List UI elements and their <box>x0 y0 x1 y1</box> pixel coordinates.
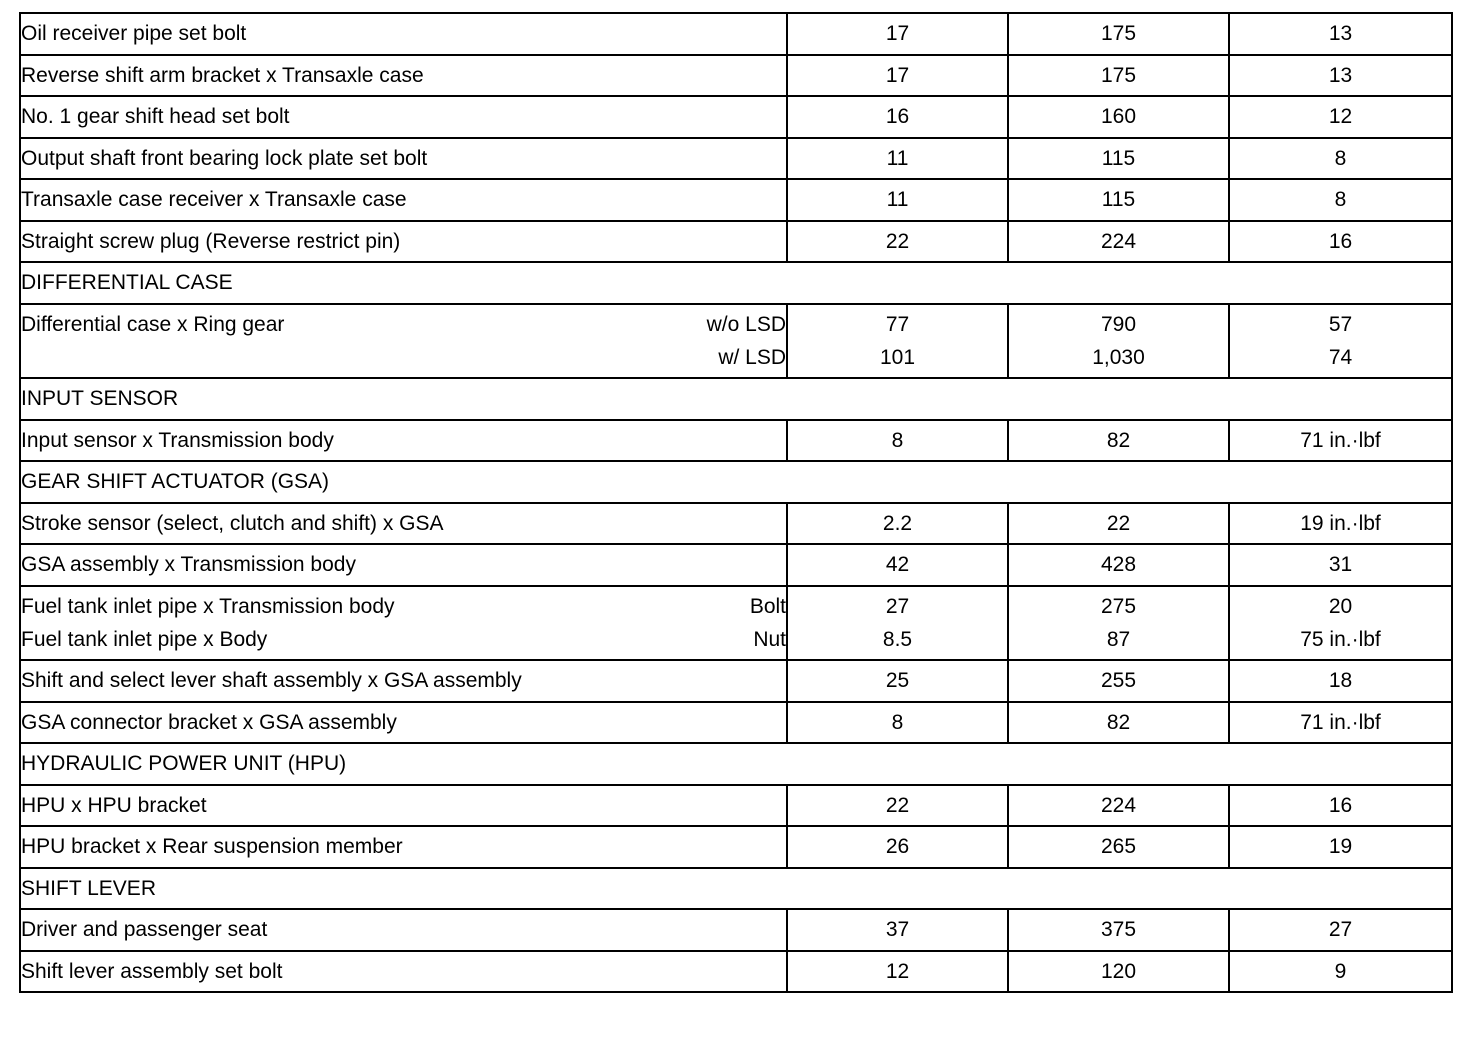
table-row-multi <box>20 304 1452 379</box>
torque-value: 1,030 <box>1092 345 1145 369</box>
section-title: SHIFT LEVER <box>20 868 1452 910</box>
torque-kgfcm-cell: 22 <box>1008 503 1229 545</box>
part-sub-line <box>21 341 786 374</box>
part-sub-line <box>21 623 786 656</box>
torque-ftlbf-cell: 13 <box>1229 55 1452 97</box>
part-name-cell: Transaxle case receiver x Transaxle case <box>20 179 787 221</box>
part-name-cell: GSA connector bracket x GSA assembly <box>20 702 787 744</box>
table-row <box>20 702 1452 744</box>
table-row <box>20 951 1452 993</box>
torque-kgfcm-cell: 428 <box>1008 544 1229 586</box>
section-title: GEAR SHIFT ACTUATOR (GSA) <box>20 461 1452 503</box>
table-row <box>20 179 1452 221</box>
torque-spec-table <box>19 12 1453 993</box>
torque-ftlbf-cell: 13 <box>1229 13 1452 55</box>
part-sub-line <box>21 590 786 623</box>
table-row <box>20 221 1452 263</box>
section-title: INPUT SENSOR <box>20 378 1452 420</box>
part-name-cell: Reverse shift arm bracket x Transaxle case <box>20 55 787 97</box>
table-row <box>20 544 1452 586</box>
section-title: HYDRAULIC POWER UNIT (HPU) <box>20 743 1452 785</box>
torque-nm-cell: 2.2 <box>787 503 1008 545</box>
section-row <box>20 461 1452 503</box>
table-row <box>20 13 1452 55</box>
torque-nm-cell: 12 <box>787 951 1008 993</box>
torque-kgfcm-cell: 255 <box>1008 660 1229 702</box>
part-condition: Nut <box>753 627 786 651</box>
part-condition: w/ LSD <box>718 345 786 369</box>
table-row <box>20 660 1452 702</box>
torque-nm-cell: 22 <box>787 785 1008 827</box>
torque-value: 77 <box>885 312 910 336</box>
part-sub-line <box>21 308 786 341</box>
section-row <box>20 868 1452 910</box>
section-row <box>20 743 1452 785</box>
part-name: Fuel tank inlet pipe x Transmission body <box>21 594 395 618</box>
torque-value: 27 <box>885 594 910 618</box>
torque-value: 275 <box>1100 594 1137 618</box>
part-name-cell: Driver and passenger seat <box>20 909 787 951</box>
section-title: DIFFERENTIAL CASE <box>20 262 1452 304</box>
torque-nm-cell <box>787 586 1008 661</box>
torque-nm-cell: 25 <box>787 660 1008 702</box>
part-condition: Bolt <box>749 594 786 618</box>
torque-kgfcm-cell: 224 <box>1008 221 1229 263</box>
torque-value: 8.5 <box>882 627 913 651</box>
part-name-cell: HPU x HPU bracket <box>20 785 787 827</box>
torque-nm-cell: 8 <box>787 420 1008 462</box>
torque-value: 20 <box>1328 594 1353 618</box>
table-row <box>20 909 1452 951</box>
torque-kgfcm-cell: 115 <box>1008 138 1229 180</box>
torque-ftlbf-cell: 12 <box>1229 96 1452 138</box>
torque-ftlbf-cell: 8 <box>1229 138 1452 180</box>
torque-nm-cell: 17 <box>787 55 1008 97</box>
torque-nm-cell: 37 <box>787 909 1008 951</box>
torque-ftlbf-cell: 71 in.·lbf <box>1229 702 1452 744</box>
torque-value: 790 <box>1100 312 1137 336</box>
torque-kgfcm-cell: 82 <box>1008 702 1229 744</box>
table-row <box>20 503 1452 545</box>
torque-ftlbf-cell: 9 <box>1229 951 1452 993</box>
torque-kgfcm-cell: 115 <box>1008 179 1229 221</box>
torque-ftlbf-cell <box>1229 304 1452 379</box>
torque-kgfcm-cell: 175 <box>1008 55 1229 97</box>
torque-kgfcm-cell <box>1008 586 1229 661</box>
table-row <box>20 55 1452 97</box>
torque-nm-cell <box>787 304 1008 379</box>
table-row <box>20 138 1452 180</box>
part-name-cell: Straight screw plug (Reverse restrict pin) <box>20 221 787 263</box>
part-name-cell <box>20 586 787 661</box>
torque-ftlbf-cell: 16 <box>1229 785 1452 827</box>
part-name: Differential case x Ring gear <box>21 312 285 336</box>
torque-ftlbf-cell: 16 <box>1229 221 1452 263</box>
torque-nm-cell: 16 <box>787 96 1008 138</box>
table-row-multi <box>20 586 1452 661</box>
torque-nm-cell: 22 <box>787 221 1008 263</box>
torque-kgfcm-cell: 160 <box>1008 96 1229 138</box>
torque-kgfcm-cell: 120 <box>1008 951 1229 993</box>
torque-ftlbf-cell: 18 <box>1229 660 1452 702</box>
table-row <box>20 420 1452 462</box>
part-name-cell: GSA assembly x Transmission body <box>20 544 787 586</box>
torque-nm-cell: 11 <box>787 179 1008 221</box>
table-row <box>20 785 1452 827</box>
torque-ftlbf-cell: 19 in.·lbf <box>1229 503 1452 545</box>
section-row <box>20 262 1452 304</box>
torque-kgfcm-cell: 82 <box>1008 420 1229 462</box>
part-name-cell: Oil receiver pipe set bolt <box>20 13 787 55</box>
torque-kgfcm-cell: 175 <box>1008 13 1229 55</box>
part-name-cell: No. 1 gear shift head set bolt <box>20 96 787 138</box>
torque-ftlbf-cell: 8 <box>1229 179 1452 221</box>
torque-kgfcm-cell: 375 <box>1008 909 1229 951</box>
torque-value: 57 <box>1328 312 1353 336</box>
part-name-cell: Output shaft front bearing lock plate set bolt <box>20 138 787 180</box>
torque-value: 74 <box>1328 345 1353 369</box>
torque-nm-cell: 11 <box>787 138 1008 180</box>
torque-nm-cell: 26 <box>787 826 1008 868</box>
torque-spec-body <box>20 13 1452 992</box>
torque-nm-cell: 8 <box>787 702 1008 744</box>
torque-ftlbf-cell: 71 in.·lbf <box>1229 420 1452 462</box>
torque-value: 87 <box>1106 627 1131 651</box>
torque-nm-cell: 42 <box>787 544 1008 586</box>
part-name-cell <box>20 304 787 379</box>
torque-kgfcm-cell: 224 <box>1008 785 1229 827</box>
torque-ftlbf-cell <box>1229 586 1452 661</box>
torque-ftlbf-cell: 27 <box>1229 909 1452 951</box>
part-name-cell: Shift lever assembly set bolt <box>20 951 787 993</box>
part-name-cell: HPU bracket x Rear suspension member <box>20 826 787 868</box>
part-name: Fuel tank inlet pipe x Body <box>21 627 268 651</box>
torque-kgfcm-cell <box>1008 304 1229 379</box>
torque-value: 75 in.·lbf <box>1300 627 1381 651</box>
torque-ftlbf-cell: 31 <box>1229 544 1452 586</box>
section-row <box>20 378 1452 420</box>
torque-nm-cell: 17 <box>787 13 1008 55</box>
part-name-cell: Stroke sensor (select, clutch and shift) x GSA <box>20 503 787 545</box>
table-row <box>20 96 1452 138</box>
torque-value: 101 <box>879 345 916 369</box>
part-condition: w/o LSD <box>706 312 786 336</box>
torque-kgfcm-cell: 265 <box>1008 826 1229 868</box>
part-name-cell: Input sensor x Transmission body <box>20 420 787 462</box>
torque-ftlbf-cell: 19 <box>1229 826 1452 868</box>
part-name-cell: Shift and select lever shaft assembly x GSA assembly <box>20 660 787 702</box>
table-row <box>20 826 1452 868</box>
